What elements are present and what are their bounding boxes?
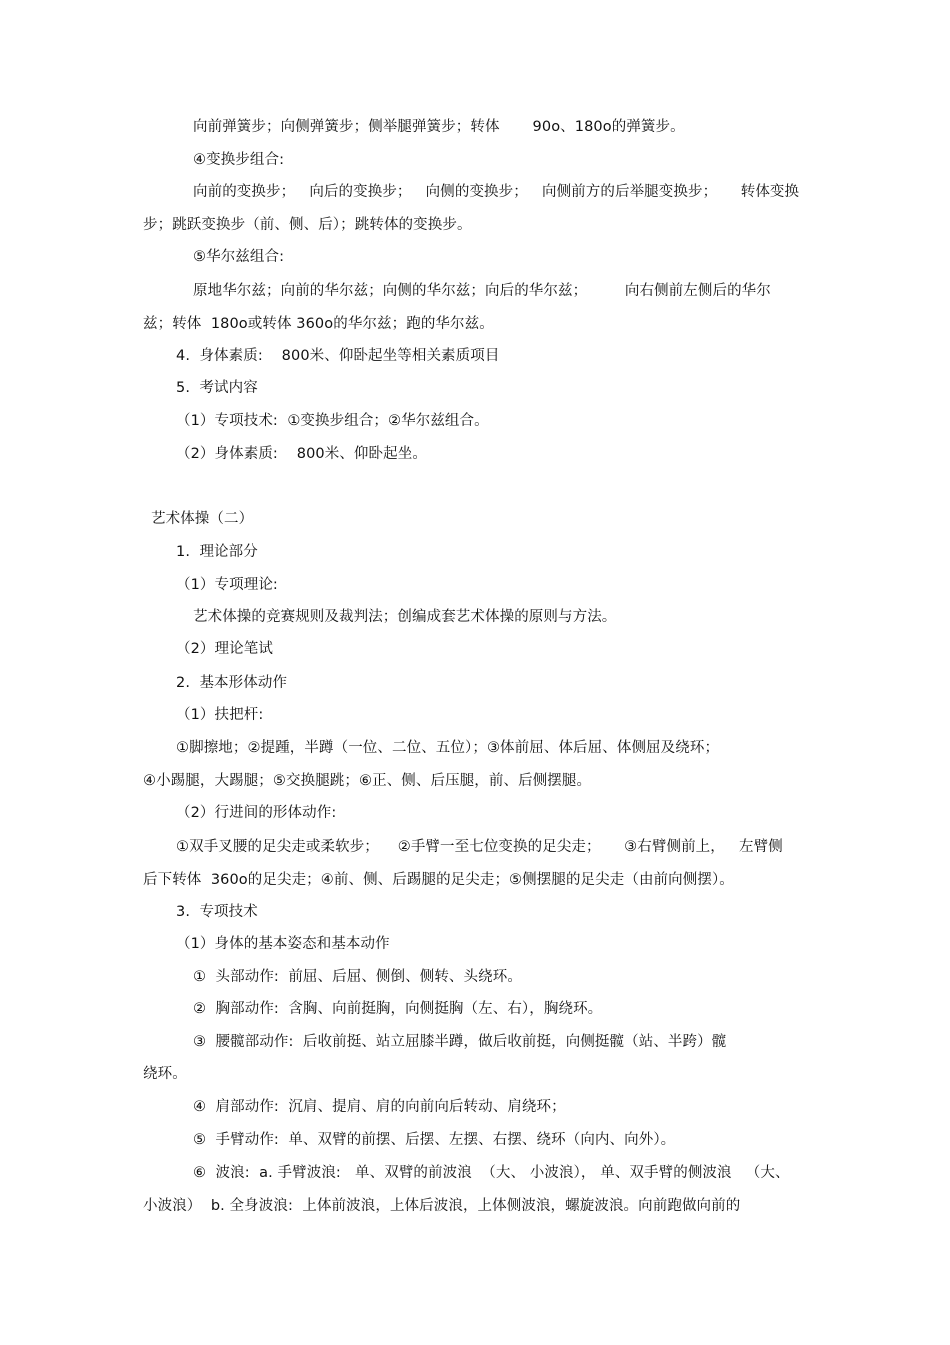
text-line: （2）行进间的形体动作:	[176, 805, 337, 821]
text-line: 小波浪） b. 全身波浪: 上体前波浪，上体后波浪，上体侧波浪，螺旋波浪。向前跑做向前的	[143, 1198, 741, 1214]
text-line: 兹；转体 180o或转体 360o的华尔兹；跑的华尔兹。	[143, 316, 494, 332]
text-line: （1）身体的基本姿态和基本动作	[176, 936, 390, 952]
text-line: 3. 专项技术	[176, 904, 258, 920]
text-line: 向前弹簧步；向侧弹簧步；侧举腿弹簧步；转体 90o、180o的弹簧步。	[193, 119, 685, 135]
text-line: ⑤ 手臂动作: 单、双臂的前摆、后摆、左摆、右摆、绕环（向内、向外）。	[193, 1132, 676, 1148]
text-line: （1）专项技术: ①变换步组合；②华尔兹组合。	[176, 413, 489, 429]
text-line: ④变换步组合:	[193, 152, 285, 168]
text-line: （1）扶把杆:	[176, 707, 264, 723]
text-line: 艺术体操的竞赛规则及裁判法；创编成套艺术体操的原则与方法。	[193, 609, 617, 625]
text-line: ⑤华尔兹组合:	[193, 249, 285, 265]
text-line: ⑥ 波浪: a. 手臂波浪: 单、双臂的前波浪 （大、 小波浪）， 单、双手臂的侧波浪 （大、	[193, 1165, 790, 1181]
text-line: ①脚擦地；②提踵，半蹲（一位、二位、五位）；③体前屈、体后屈、体侧屈及绕环；	[176, 740, 720, 756]
text-line: ①双手叉腰的足尖走或柔软步； ②手臂一至七位变换的足尖走； ③右臂侧前上， 左臂侧	[176, 839, 783, 855]
text-line: ① 头部动作: 前屈、后屈、侧倒、侧转、头绕环。	[193, 969, 522, 985]
text-line: ③ 腰髋部动作: 后收前挺、站立屈膝半蹲，做后收前挺，向侧挺髋（站、半跨）髋	[193, 1034, 727, 1050]
text-line: （1）专项理论:	[176, 577, 278, 593]
text-line: ④ 肩部动作: 沉肩、提肩、肩的向前向后转动、肩绕环；	[193, 1099, 566, 1115]
section-title: 艺术体操（二）	[151, 511, 254, 527]
text-line: 步；跳跃变换步（前、侧、后）；跳转体的变换步。	[143, 217, 472, 233]
text-line: （2）理论笔试	[176, 641, 273, 657]
text-line: 4. 身体素质: 800米、仰卧起坐等相关素质项目	[176, 348, 500, 364]
text-line: 后下转体 360o的足尖走；④前、侧、后踢腿的足尖走；⑤侧摆腿的足尖走（由前向侧摆）。	[143, 872, 734, 888]
text-line: 向前的变换步； 向后的变换步； 向侧的变换步； 向侧前方的后举腿变换步； 转体变换	[193, 184, 800, 200]
text-line: 原地华尔兹；向前的华尔兹；向侧的华尔兹；向后的华尔兹； 向右侧前左侧后的华尔	[193, 283, 771, 299]
text-line: 2. 基本形体动作	[176, 675, 288, 691]
text-line: （2）身体素质: 800米、仰卧起坐。	[176, 446, 427, 462]
text-line: ② 胸部动作: 含胸、向前挺胸，向侧挺胸（左、右），胸绕环。	[193, 1001, 603, 1017]
text-line: 1. 理论部分	[176, 544, 258, 560]
text-line: 5. 考试内容	[176, 380, 258, 396]
text-line: ④小踢腿，大踢腿；⑤交换腿跳；⑥正、侧、后压腿，前、后侧摆腿。	[143, 773, 592, 789]
text-line: 绕环。	[143, 1066, 187, 1082]
